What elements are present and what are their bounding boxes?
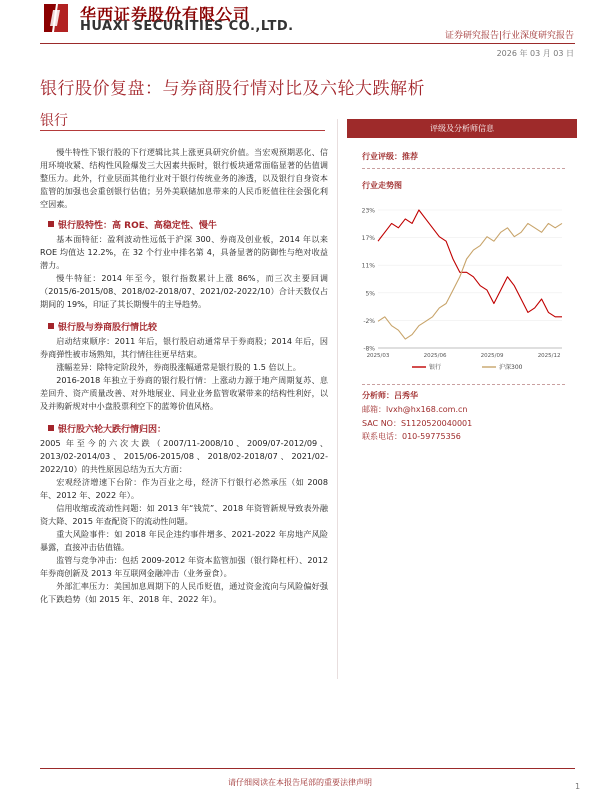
legal-notice: 请仔细阅读在本报告尾部的重要法律声明	[228, 778, 372, 787]
paragraph: 2016-2018 年独立于券商的银行股行情：上涨动力源于地产周期复苏、息差回升、资产质量改善、对外地展业、同业业务监管收紧带来的结构性利好，以及并购新规对中小盘股票利空下的蓝筹价值风格。	[40, 375, 328, 411]
x-tick-label: 2025/03	[366, 353, 390, 359]
series-line-bank	[378, 210, 562, 317]
report-date: 2026 年 03 月 03 日	[496, 49, 574, 58]
industry-rating: 行业评级：推荐	[362, 152, 418, 161]
y-tick-label: 5%	[365, 290, 375, 298]
paragraph: 启动结束顺序：2011 年后，银行股启动通常早于券商股；2014 年后，因券商弹性被市场熟知，其行情往往更早结束。	[40, 336, 328, 359]
trend-chart	[350, 198, 575, 380]
section-heading: 银行股与券商股行情比较	[40, 321, 328, 335]
section-heading: 银行股特性：高 ROE、高稳定性、慢牛	[40, 219, 328, 233]
y-tick-label: -8%	[363, 345, 375, 353]
x-tick-label: 2025/06	[423, 353, 447, 359]
panel-divider	[362, 168, 565, 169]
paragraph: 慢牛特征：2014 年至今，银行指数累计上涨 86%，而三次主要回调（2015/6-2015/08、2018/02-2018/07、2021/02-2022/10）合计天数仅占期间的 19%，印证了其长期慢牛的主导趋势。	[40, 273, 328, 309]
intro-paragraph: 慢牛特性下银行股的下行逻辑比其上涨更具研究价值。当宏观预期恶化、信用环境收紧、结构性风险爆发三大因素共振时，银行板块通常面临显著的估值调整压力。此外，行业层面其他行业对于银行传统业务的渗透，以及银行自身资本监管的加强也会重创银行估值；另外美联储加息带来的人民币贬值往往会强化利空因素。	[40, 147, 328, 209]
y-tick-label: 11%	[361, 262, 375, 270]
y-tick-label: -2%	[363, 317, 375, 325]
x-tick-label: 2025/09	[480, 353, 504, 359]
bullet-icon	[48, 323, 54, 329]
sector-divider	[40, 130, 325, 131]
analyst-name: 分析师：吕秀华	[362, 391, 418, 400]
bullet-icon	[48, 221, 54, 227]
paragraph: 外部汇率压力：美国加息周期下的人民币贬值，通过资金流向与风险偏好强化下跌趋势（如 2015 年、2018 年、2022 年）。	[40, 581, 328, 604]
section-heading: 银行股六轮大跌行情归因：	[40, 423, 328, 437]
company-name-en: HUAXI SECURITIES CO.,LTD.	[80, 19, 294, 34]
footer-divider	[40, 768, 575, 769]
legend-label: 沪深300	[499, 364, 523, 371]
report-title: 银行股价复盘：与券商股行情对比及六轮大跌解析	[40, 79, 425, 99]
sector-name: 银行	[40, 113, 68, 129]
panel-divider	[362, 384, 565, 385]
company-logo	[40, 2, 72, 34]
x-tick-label: 2025/12	[537, 353, 561, 359]
report-body	[40, 146, 328, 606]
y-tick-label: 17%	[361, 235, 375, 243]
legend-label: 银行	[429, 364, 442, 371]
paragraph: 涨幅差异：除特定阶段外，券商股涨幅通常是银行股的 1.5 倍以上。	[56, 362, 301, 372]
paragraph: 信用收缩或流动性问题：如 2013 年“钱荒”、2018 年资管新规导致表外融资大降、2015 年查配资下的流动性问题。	[40, 503, 328, 526]
panel-header: 评级及分析师信息	[347, 119, 577, 138]
trend-chart-label: 行业走势图	[362, 181, 402, 190]
company-name-cn: 华西证券股份有限公司	[80, 5, 251, 24]
analyst-phone: 联系电话：010-59775356	[362, 432, 461, 441]
header-divider	[40, 43, 575, 44]
paragraph: 监管与竞争冲击：包括 2009-2012 年资本监管加强（银行降杠杆）、2012 年券商创新及 2013 年互联网金融冲击（业务蚕食）。	[40, 555, 328, 578]
bullet-icon	[48, 425, 54, 431]
paragraph: 重大风险事件：如 2018 年民企违约事件增多、2021-2022 年房地产风险暴露，直接冲击估值锚。	[40, 529, 328, 552]
page-number: 1	[575, 782, 581, 791]
y-tick-label: 23%	[361, 207, 375, 215]
column-divider	[337, 119, 338, 679]
paragraph: 基本面特征：盈利波动性远低于沪深 300、券商及创业板，2014 年以来 ROE 均值达 12.2%，在 32 个行业中排名第 4，具备显著的防御性与绝对收益潜力。	[40, 234, 328, 270]
series-line-csi300	[378, 223, 562, 339]
analyst-email: 邮箱：lvxh@hx168.com.cn	[362, 405, 468, 414]
analyst-sac: SAC NO：S1120520040001	[362, 419, 473, 428]
paragraph: 2005 年至今的六次大跌（2007/11-2008/10、2009/07-2012/09、2013/02-2014/03、2015/06-2015/08、2018/02-2018/07、2021/02-2022/10）的共性原因总结为五大方面：	[40, 438, 328, 474]
report-type: 证券研究报告|行业深度研究报告	[444, 31, 574, 41]
paragraph: 宏观经济增速下台阶：作为百业之母，经济下行银行必然承压（如 2008 年、2012 年、2022 年）。	[40, 477, 328, 500]
